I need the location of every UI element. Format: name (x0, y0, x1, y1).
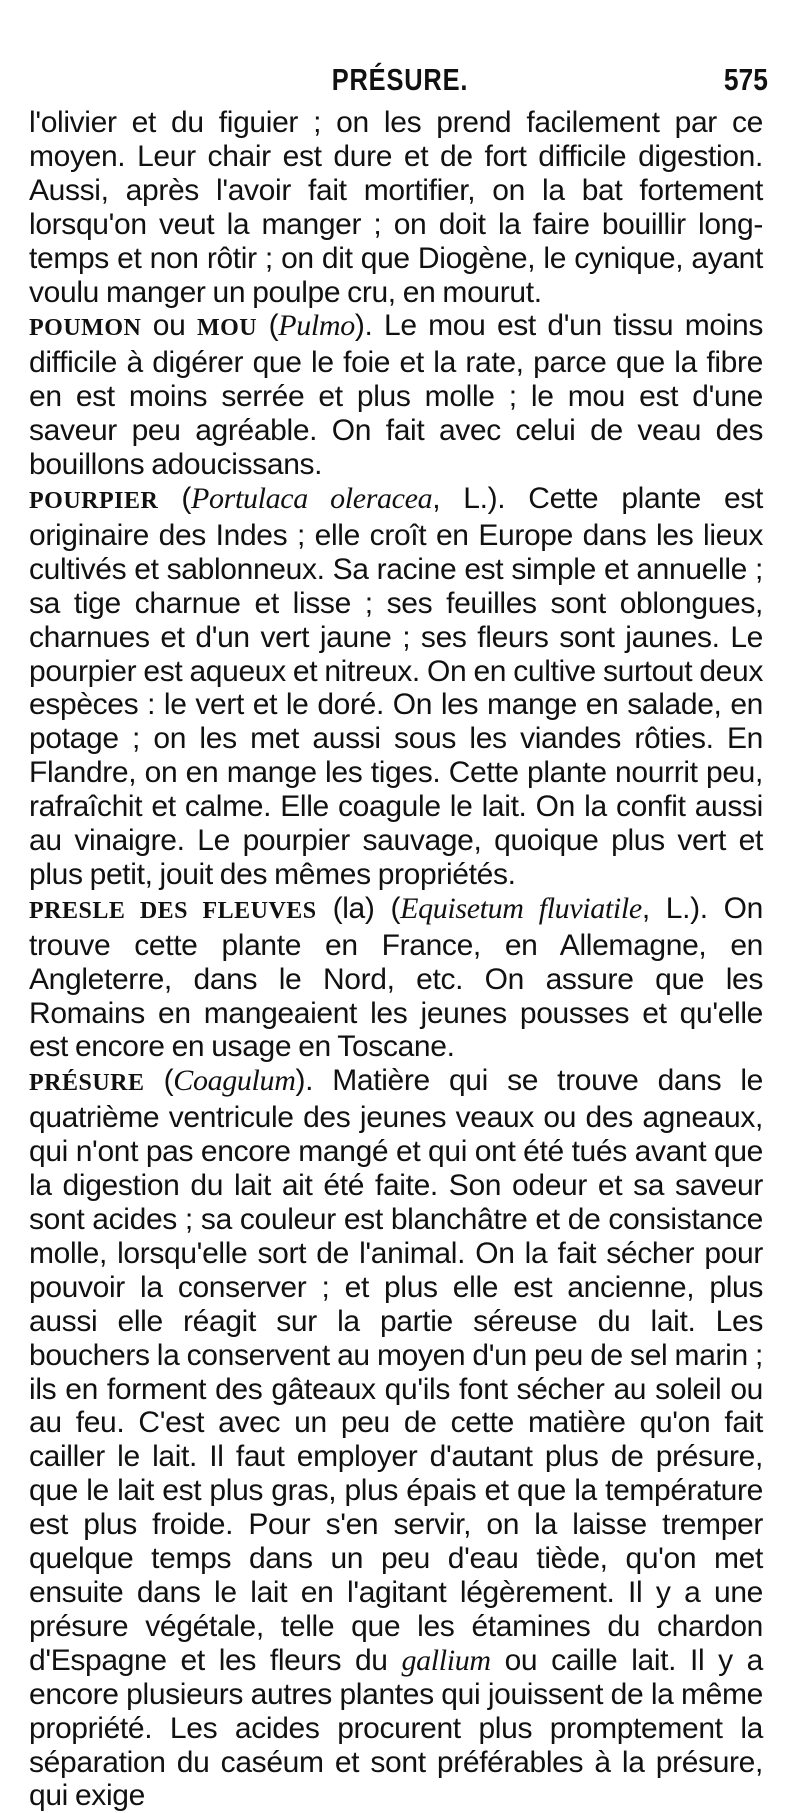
body-text (29, 106, 763, 1813)
headword: POURPIER (29, 487, 159, 514)
headword: MOU (196, 315, 258, 342)
text-segment: ou caille lait. Il y a encore plusieurs autres plantes qui jouissent de la même propriété. Les acides procurent plus promptement la séparation du caséum et sont préférables à la présure, qui exige (29, 1643, 763, 1813)
headword: PRESLE DES FLEUVES (29, 897, 317, 924)
latin-name: Pulmo (278, 309, 355, 343)
latin-name: gallium (401, 1643, 491, 1677)
text-segment: ( (144, 1064, 174, 1098)
text-segment: , L.). On trouve cette plante en France, en Allemagne, en Angleterre, dans le Nord, etc. On assure que les Romains en mangeaient les jeunes pousses et qu'elle est encore en usage en Toscane. (29, 891, 763, 1064)
entry-pourpier (29, 482, 763, 892)
entry-presure (29, 1064, 763, 1813)
text-segment: ( (158, 481, 192, 515)
text-segment: ). Matière qui se trouve dans le quatrième ventricule des jeunes veaux ou des agneaux, qui n'ont pas encore mangé et qui ont été tués avant que la digestion du lait ait été faite. Son odeur et sa saveur sont acides ; sa couleur est blanchâtre et de consistance molle, lorsqu'elle sort de l'animal. On la fait sécher pour pouvoir la conserver ; et plus elle est ancienne, plus aussi elle réagit sur la partie séreuse du lait. Les bouchers la conservent au moyen d'un peu de sel marin ; ils en forment des gâteaux qu'ils font sécher au soleil ou au feu. C'est avec un peu de cette matière qu'on fait cailler le lait. Il faut employer d'autant plus de présure, que le lait est plus gras, plus épais et que la température est plus froide. Pour s'en servir, on la laisse tremper quelque temps dans un peu d'eau tiède, qu'on met ensuite dans le lait en l'agitant légèrement. Il y a une présure végétale, telle que les étamines du chardon d'Espagne et les fleurs du (29, 1064, 763, 1677)
paragraph-olivier (29, 106, 763, 309)
entry-poumon (29, 309, 763, 482)
page-number: 575 (724, 62, 769, 97)
latin-name: Equisetum fluviatile (400, 891, 642, 925)
text-segment: ou (141, 309, 197, 343)
headword: POUMON (29, 315, 142, 342)
running-title: PRÉSURE. (331, 62, 469, 97)
entry-presle (29, 892, 763, 1065)
text-segment: l'olivier et du figuier ; on les prend facilement par ce moyen. Leur chair est dure et de fort difficile digestion. Aussi, après l'avoir fait mortifier, on la bat fortement lorsqu'on veut la manger ; on doit la faire bouillir long-temps et non rôtir ; on dit que Diogène, le cynique, ayant voulu manger un poulpe cru, en mourut. (29, 106, 763, 309)
latin-name: Coagulum (173, 1064, 296, 1098)
latin-name: Portulaca oleracea (191, 481, 433, 515)
text-segment: ( (257, 309, 279, 343)
running-head (0, 62, 800, 102)
text-segment: ). Le mou est d'un tissu moins difficile à digérer que le foie et la rate, parce que la fibre en est moins serrée et plus molle ; le mou est d'une saveur peu agréable. On fait avec celui de veau des bouillons adoucissans. (29, 309, 763, 482)
text-segment: , L.). Cette plante est originaire des Indes ; elle croît en Europe dans les lieux cultivés et sablonneux. Sa racine est simple et annuelle ; sa tige charnue et lisse ; ses feuilles sont oblongues, charnues et d'un vert jaune ; ses fleurs sont jaunes. Le pourpier est aqueux et nitreux. On en cultive surtout deux espèces : le vert et le doré. On les mange en salade, en potage ; on les met aussi sous les viandes rôties. En Flandre, on en mange les tiges. Cette plante nourrit peu, rafraîchit et calme. Elle coagule le lait. On la confit aussi au vinaigre. Le pourpier sauvage, quoique plus vert et plus petit, jouit des mêmes propriétés. (29, 481, 763, 891)
text-segment: (la) ( (316, 891, 401, 925)
headword: PRÉSURE (29, 1070, 145, 1097)
